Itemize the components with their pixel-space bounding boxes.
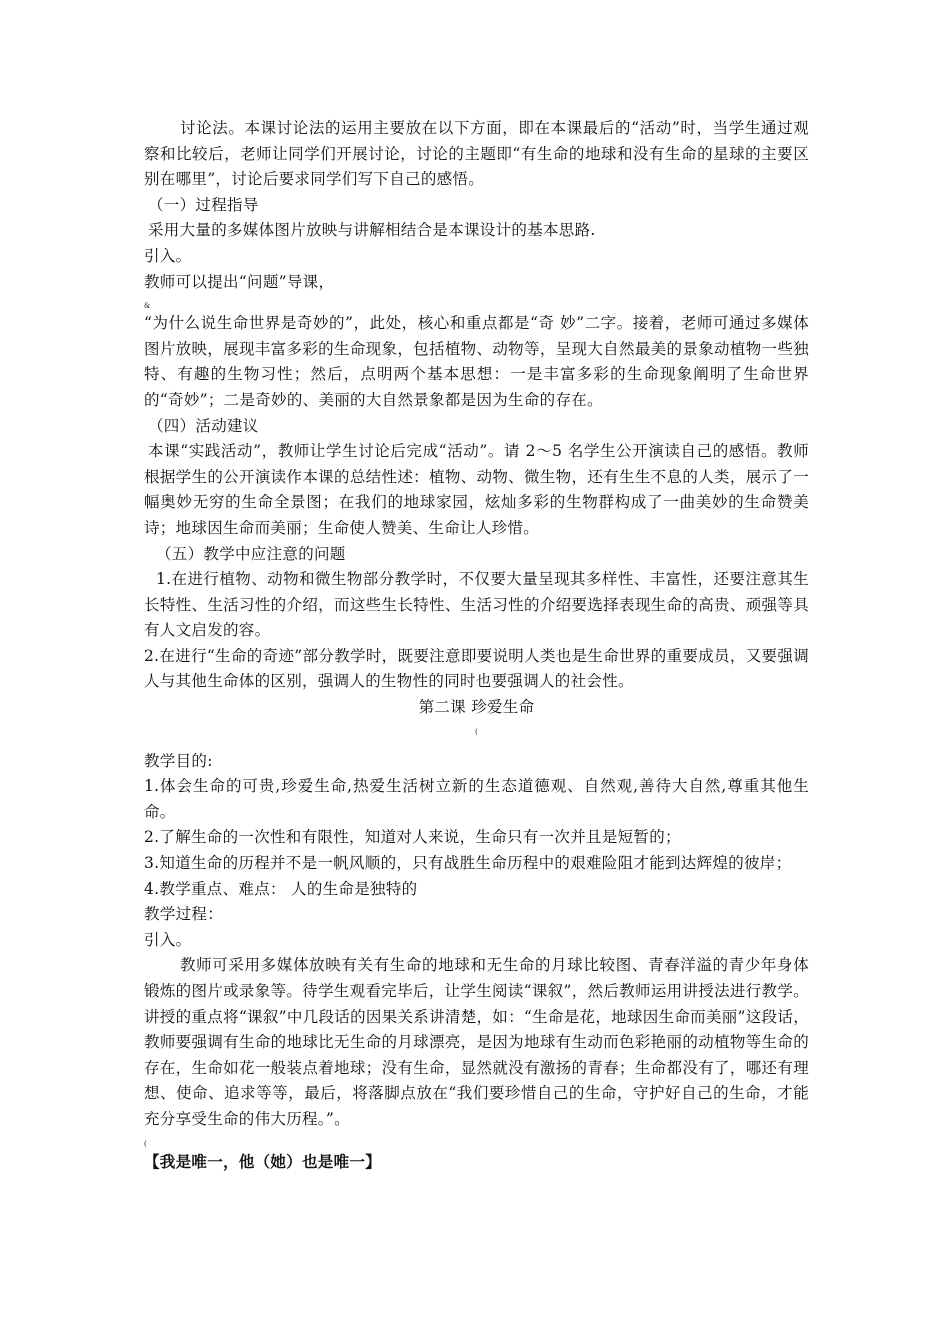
paragraph: 引入。 [144, 930, 192, 949]
paragraph: 采用大量的多媒体图片放映与讲解相结合是本课设计的基本思路. [148, 221, 596, 240]
paragraph: 引入。 [144, 246, 192, 265]
stray-mark: & [144, 302, 151, 311]
paragraph: 1.在进行植物、动物和微生物部分教学时，不仅要大量呈现其多样性、丰富性，还要注意其生长特性、生活习性的介绍，而这些生长特性、生活习性的介绍要选择表现生命的高贵、顽强等具有人文启发的容。 [144, 570, 809, 640]
list-item: 2.了解生命的一次性和有限性，知道对人来说，生命只有一次并且是短暂的； [144, 828, 681, 847]
paragraph: “为什么说生命世界是奇妙的”，此处，核心和重点都是“奇 妙”二字。接着，老师可通过多媒体图片放映，展现丰富多彩的生命现象，包括植物、动物等，呈现大自然最美的景象动植物一些独特、有趣的生物习性；然后，点明两个基本思想：一是丰富多彩的生命现象阐明了生命世界的“奇妙”；二是奇妙的、美丽的大自然景象都是因为生命的存在。 [144, 314, 809, 409]
list-item: 4.教学重点、难点： 人的生命是独特的 [144, 879, 418, 898]
section-heading-unique: 【我是唯一，他（她）也是唯一】 [144, 1151, 382, 1171]
document-body [144, 116, 809, 1174]
paragraph: 本课“实践活动”，教师让学生讨论后完成“活动”。请 2～5 名学生公开演读自己的感悟。教师根据学生的公开演读作本课的总结性述：植物、动物、微生物，还有生生不息的人类，展示了一幅奥妙无穷的生命全景图；在我们的地球家园，炫灿多彩的生物群构成了一曲美妙的生命赞美诗；地球因生命而美丽；生命使人赞美、生命让人珍惜。 [144, 442, 809, 537]
paragraph: 教学目的: [144, 751, 213, 770]
paragraph-discussion-method: 讨论法。本课讨论法的运用主要放在以下方面，即在本课最后的“活动”时，当学生通过观察和比较后，老师让同学们开展讨论，讨论的主题即“有生命的地球和没有生命的星球的主要区别在哪里”，讨论后要求同学们写下自己的感悟。 [144, 119, 809, 189]
list-item: 3.知道生命的历程并不是一帆风顺的，只有战胜生命历程中的艰难险阻才能到达辉煌的彼岸； [144, 854, 792, 873]
stray-mark: ( [144, 1139, 148, 1148]
list-item: 1.体会生命的可贵,珍爱生命,热爱生活树立新的生态道德观、自然观,善待大自然,尊重其他生命。 [144, 777, 809, 821]
section-heading-notes: （五）教学中应注意的问题 [156, 544, 346, 563]
stray-mark: ( [474, 727, 479, 736]
paragraph: 教师可以提出“问题”导课， [144, 272, 335, 291]
section-heading-process-guide: （一）过程指导 [148, 195, 259, 214]
section-heading-activity: （四）活动建议 [148, 416, 259, 435]
lesson-title: 第二课 珍爱生命 [418, 698, 535, 717]
paragraph: 2.在进行“生命的奇迹”部分教学时，既要注意即要说明人类也是生命世界的重要成员，又要强调人与其他生命体的区别，强调人的生物性的同时也要强调人的社会性。 [144, 646, 809, 691]
paragraph: 教师可采用多媒体放映有关有生命的地球和无生命的月球比较图、青春洋溢的青少年身体锻炼的图片或录象等。待学生观看完毕后，让学生阅读“课叙”，然后教师运用讲授法进行教学。讲授的重点将“课叙”中几段话的因果关系讲清楚，如：“生命是花，地球因生命而美丽”这段话，教师要强调有生命的地球比无生命的月球漂亮，是因为地球有生动而色彩艳丽的动植物等生命的存在，生命如花一般装点着地球；没有生命，显然就没有激扬的青春；生命都没有了，哪还有理想、使命、追求等等，最后，将落脚点放在“我们要珍惜自己的生命，守护好自己的生命，才能充分享受生命的伟大历程。”。 [144, 956, 809, 1128]
paragraph: 教学过程： [144, 905, 224, 924]
